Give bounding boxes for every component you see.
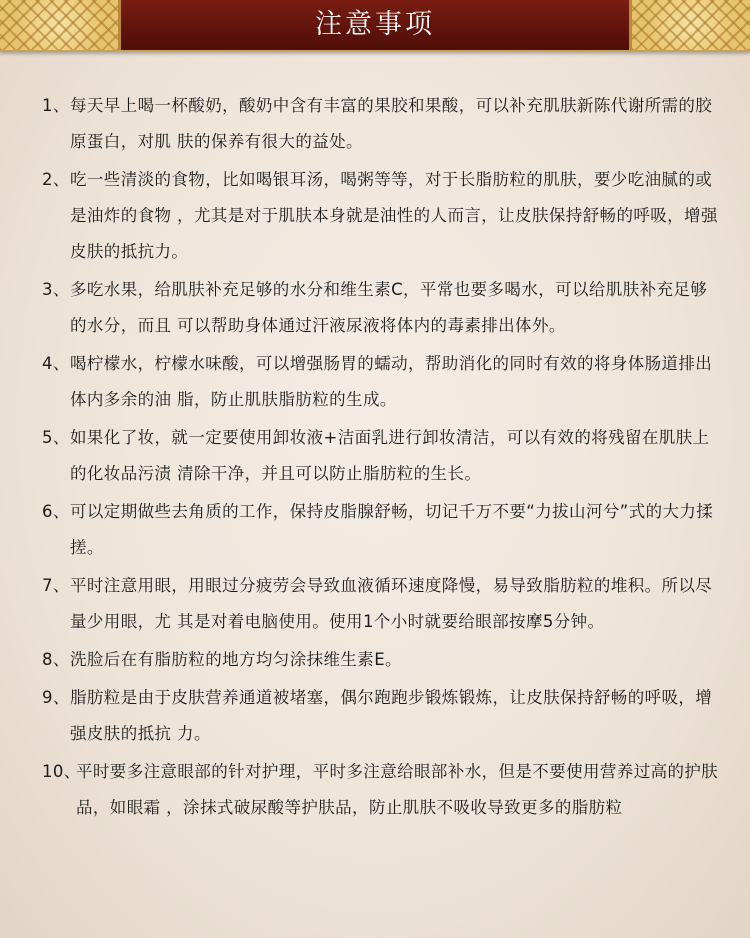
item-number: 5、: [42, 428, 70, 447]
list-item: [42, 346, 722, 418]
item-text: 如果化了妆，就一定要使用卸妆液+洁面乳进行卸妆清洁，可以有效的将残留在肌肤上的化妆品污渍 清除干净，并且可以防止脂肪粒的生长。: [70, 428, 710, 483]
list-item: [42, 420, 722, 492]
item-number: 7、: [42, 576, 70, 595]
item-text: 洗脸后在有脂肪粒的地方均匀涂抹维生素E。: [70, 650, 402, 669]
list-item: [42, 494, 722, 566]
item-number: 1、: [42, 96, 70, 115]
item-number: 10、: [42, 762, 81, 781]
item-number: 8、: [42, 650, 70, 669]
list-item: [42, 568, 722, 640]
list-item: [42, 88, 722, 160]
item-number: 3、: [42, 280, 70, 299]
list-item: [42, 642, 722, 678]
item-text: 喝柠檬水，柠檬水味酸，可以增强肠胃的蠕动，帮助消化的同时有效的将身体肠道排出体内多余的油 脂，防止肌肤脂肪粒的生成。: [70, 354, 713, 409]
notes-list: [42, 88, 722, 826]
item-text: 平时要多注意眼部的针对护理，平时多注意给眼部补水，但是不要使用营养过高的护肤品，如眼霜 ，涂抹式破尿酸等护肤品，防止肌肤不吸收导致更多的脂肪粒: [76, 762, 719, 817]
list-item: [42, 680, 722, 752]
list-item: [42, 272, 722, 344]
item-text: 可以定期做些去角质的工作，保持皮脂腺舒畅，切记千万不要“力拔山河兮”式的大力揉搓。: [70, 502, 714, 557]
item-text: 多吃水果，给肌肤补充足够的水分和维生素C，平常也要多喝水，可以给肌肤补充足够的水分，而且 可以帮助身体通过汗液尿液将体内的毒素排出体外。: [70, 280, 708, 335]
item-number: 9、: [42, 688, 70, 707]
list-item: [42, 754, 722, 826]
item-text: 每天早上喝一杯酸奶，酸奶中含有丰富的果胶和果酸，可以补充肌肤新陈代谢所需的胶原蛋白，对肌 肤的保养有很大的益处。: [70, 96, 713, 151]
item-number: 2、: [42, 170, 70, 189]
list-item: [42, 162, 722, 270]
item-number: 4、: [42, 354, 70, 373]
item-text: 平时注意用眼，用眼过分疲劳会导致血液循环速度降慢，易导致脂肪粒的堆积。所以尽量少用眼，尤 其是对着电脑使用。使用1个小时就要给眼部按摩5分钟。: [70, 576, 713, 631]
item-text: 吃一些清淡的食物，比如喝银耳汤，喝粥等等，对于长脂肪粒的肌肤，要少吃油腻的或是油炸的食物 ，尤其是对于肌肤本身就是油性的人而言，让皮肤保持舒畅的呼吸，增强皮肤的抵抗力。: [70, 170, 718, 261]
item-number: 6、: [42, 502, 70, 521]
title-banner: [0, 0, 750, 52]
page-title: 注意事项: [315, 9, 435, 40]
item-text: 脂肪粒是由于皮肤营养通道被堵塞，偶尔跑跑步锻炼锻炼，让皮肤保持舒畅的呼吸，增强皮肤的抵抗 力。: [70, 688, 713, 743]
